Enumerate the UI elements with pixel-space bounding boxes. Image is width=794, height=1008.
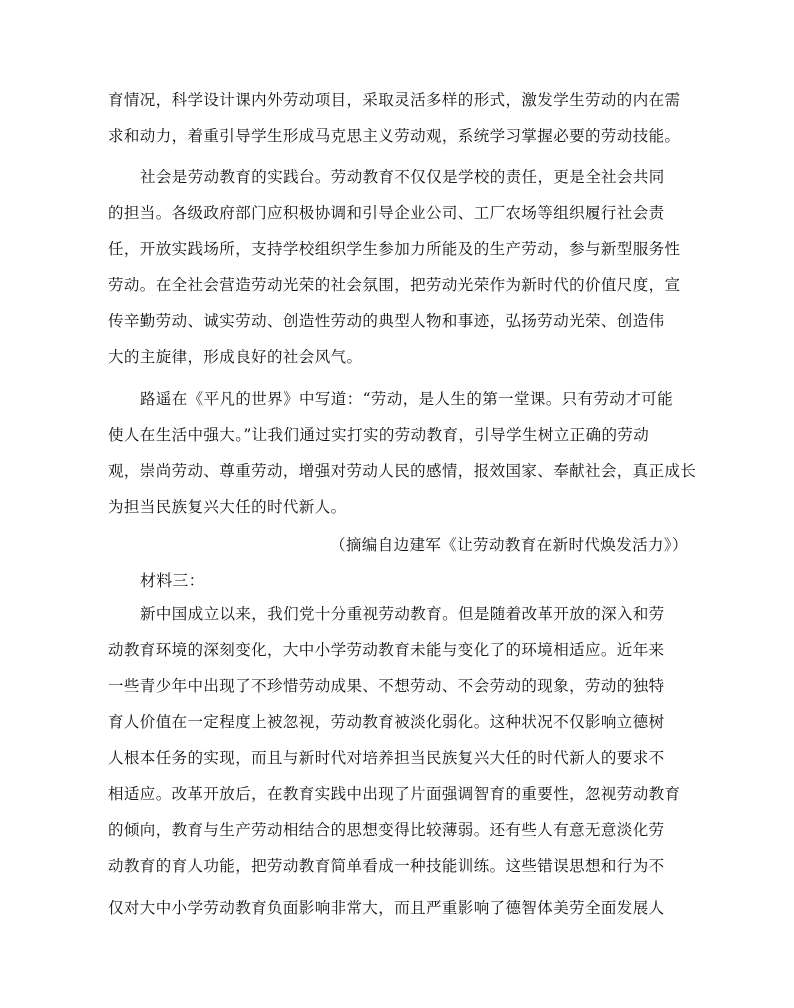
paragraph-first-line: 新中国成立以来，我们党十分重视劳动教育。但是随着改革开放的深入和劳 xyxy=(140,605,665,623)
text-line: 育情况，科学设计课内外劳动项目，采取灵活多样的形式，激发学生劳动的内在需 xyxy=(108,91,681,109)
text-line: 动教育的育人功能，把劳动教育简单看成一种技能训练。这些错误思想和行为不 xyxy=(108,857,665,875)
paragraph-first-line: 路遥在《平凡的世界》中写道：“劳动，是人生的第一堂课。只有劳动才可能 xyxy=(140,390,674,408)
paragraph-first-line: 社会是劳动教育的实践台。劳动教育不仅仅是学校的责任，更是全社会共同 xyxy=(140,168,665,186)
text-line: 动教育环境的深刻变化，大中小学劳动教育未能与变化了的环境相适应。近年来 xyxy=(108,641,665,659)
text-line: 仅对大中小学劳动教育负面影响非常大，而且严重影响了德智体美劳全面发展人 xyxy=(108,899,665,917)
text-line: 人根本任务的实现，而且与新时代对培养担当民族复兴大任的时代新人的要求不 xyxy=(108,749,665,767)
text-line: 一些青少年中出现了不珍惜劳动成果、不想劳动、不会劳动的现象，劳动的独特 xyxy=(108,677,665,695)
text-line: 大的主旋律，形成良好的社会风气。 xyxy=(108,348,363,366)
text-line: 观，崇尚劳动、尊重劳动，增强对劳动人民的感情，报效国家、奉献社会，真正成长 xyxy=(108,462,697,480)
source-citation: （摘编自边建军《让劳动教育在新时代焕发活力》） xyxy=(330,536,688,554)
section-heading: 材料三： xyxy=(140,571,205,590)
text-line: 劳动。在全社会营造劳动光荣的社会氛围，把劳动光荣作为新时代的价值尺度，宣 xyxy=(108,276,681,294)
text-line: 求和动力，着重引导学生形成马克思主义劳动观，系统学习掌握必要的劳动技能。 xyxy=(108,127,681,145)
text-line: 为担当民族复兴大任的时代新人。 xyxy=(108,498,347,516)
text-line: 任，开放实践场所，支持学校组织学生参加力所能及的生产劳动，参与新型服务性 xyxy=(108,240,681,258)
text-line: 相适应。改革开放后，在教育实践中出现了片面强调智育的重要性，忽视劳动教育 xyxy=(108,785,681,803)
text-line: 的担当。各级政府部门应积极协调和引导企业公司、工厂农场等组织履行社会责 xyxy=(108,204,665,222)
text-line: 传辛勤劳动、诚实劳动、创造性劳动的典型人物和事迹，弘扬劳动光荣、创造伟 xyxy=(108,312,665,330)
text-line: 使人在生活中强大。”让我们通过实打实的劳动教育，引导学生树立正确的劳动 xyxy=(108,426,650,444)
text-line: 育人价值在一定程度上被忽视，劳动教育被淡化弱化。这种状况不仅影响立德树 xyxy=(108,713,665,731)
text-line: 的倾向，教育与生产劳动相结合的思想变得比较薄弱。还有些人有意无意淡化劳 xyxy=(108,821,665,839)
